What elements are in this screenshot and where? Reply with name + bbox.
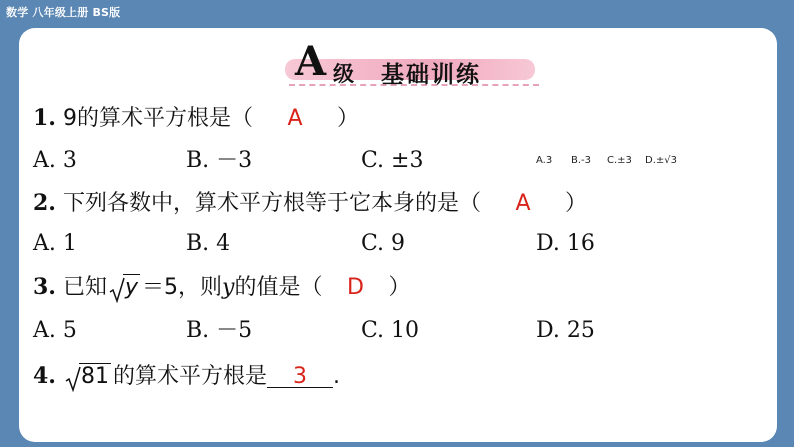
option-c: C. 9	[361, 231, 406, 256]
question-number: 4.	[33, 363, 56, 389]
question-close: ）	[388, 275, 411, 300]
radicand: 81	[80, 364, 109, 389]
question-1	[33, 103, 733, 133]
radicand: y	[124, 275, 138, 300]
tiny-option-c: C.±3	[607, 155, 632, 166]
option-a: A. 1	[33, 231, 77, 256]
option-d: D. 25	[536, 318, 595, 343]
answer: A	[287, 106, 303, 131]
options-1	[33, 146, 763, 176]
question-close: ）	[564, 191, 587, 216]
section-title: 基础训练	[381, 62, 481, 88]
top-bar	[0, 0, 794, 24]
options-2	[33, 229, 763, 259]
tiny-option-b: B.-3	[571, 155, 592, 166]
question-text-mid: ＝5，则	[142, 275, 222, 300]
variable: y	[222, 275, 235, 300]
option-c: C. ±3	[361, 148, 424, 173]
course-label: 数学 八年级上册 BS版	[6, 6, 121, 19]
option-c: C. 10	[361, 318, 420, 343]
answer-blank	[267, 365, 333, 388]
option-a: A. 3	[33, 148, 77, 173]
question-4	[33, 361, 733, 391]
option-b: B. －3	[186, 148, 253, 173]
sqrt-expression	[65, 362, 111, 392]
tiny-option-d: D.±√3	[645, 155, 677, 166]
option-d: D. 16	[536, 231, 595, 256]
question-text-mid2: 的值是（	[234, 275, 323, 300]
option-b: B. －5	[186, 318, 253, 343]
question-close: ）	[336, 106, 359, 131]
tiny-option-a: A.3	[536, 155, 553, 166]
sqrt-expression	[109, 273, 140, 303]
question-text: 已知	[55, 275, 107, 300]
question-text-mid: 的算术平方根是	[112, 364, 267, 389]
section-header	[269, 40, 539, 88]
answer: 3	[292, 364, 307, 389]
answer: D	[346, 275, 364, 300]
question-text: 9的算术平方根是（	[55, 106, 253, 131]
level-suffix: 级	[333, 62, 354, 86]
question-3	[33, 272, 733, 302]
question-number: 1.	[33, 105, 56, 131]
radical-sign-icon	[65, 366, 81, 392]
question-number: 3.	[33, 274, 56, 300]
option-b: B. 4	[186, 231, 231, 256]
question-2	[33, 188, 753, 218]
question-end: .	[332, 364, 340, 389]
option-a: A. 5	[33, 318, 77, 343]
level-letter: A	[295, 38, 327, 85]
radical-sign-icon	[109, 277, 125, 303]
answer: A	[515, 191, 531, 216]
question-text: 下列各数中，算术平方根等于它本身的是（	[55, 191, 481, 216]
options-3	[33, 316, 763, 346]
content-panel	[19, 28, 777, 442]
question-number: 2.	[33, 190, 56, 216]
